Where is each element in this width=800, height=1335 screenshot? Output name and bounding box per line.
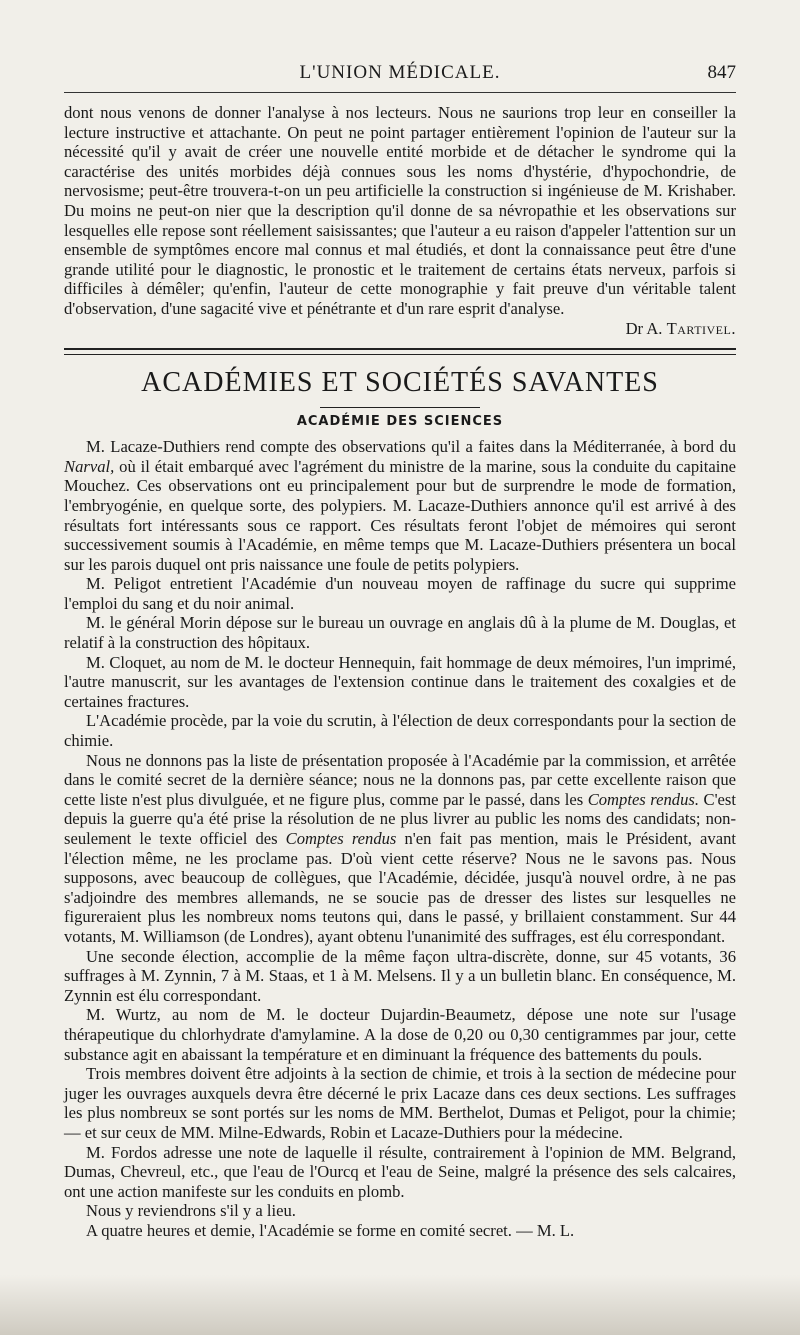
- paragraph-second-election: Une seconde élection, accomplie de la même façon ultra-discrète, donne, sur 45 votants, 36 suffrages à M. Zynnin, 7 à M. Staas, et 1 à M. Melsens. Il y a un bulletin blanc. En conséquence, M. Zynnin est élu correspondant.: [64, 946, 736, 1005]
- paragraph-candidate-list: Nous ne donnons pas la liste de présentation proposée à l'Académie par la commission, et arrêtée dans le comité secret de la dernière séance; nous ne la donnons pas, par cette excellente raison que cette liste n'est plus divulguée, et ne figure plus, comme par le passé, dans les Comptes rendus. C'est depuis la guerre qu'a été prise la résolution de ne plus livrer au public les noms des candidats; non-seulement le texte officiel des Comptes rendus n'en fait pas mention, mais le Président, avant l'élection même, ne les proclame pas. D'où vient cette réserve? Nous ne le savons pas. Nous supposons, avec beaucoup de collègues, que l'Académie, décidée, jusqu'à nouvel ordre, à ne pas s'adjoindre des membres allemands, ne se soucie pas de dresser des listes sur lesquelles ne figureraient plus les nombreux noms teutons qui, dans le passé, y brillaient constamment. Sur 44 votants, M. Williamson (de Londres), ayant obtenu l'unanimité des suffrages, est élu correspondant.: [64, 750, 736, 946]
- paragraph-comite-secret: A quatre heures et demie, l'Académie se forme en comité secret. — M. L.: [86, 1220, 575, 1240]
- subsection-title: ACADÉMIE DES SCIENCES: [296, 414, 504, 430]
- signature-prefix: Dr A.: [625, 318, 663, 338]
- ship-name: Narval,: [64, 456, 115, 476]
- paragraph-election: L'Académie procède, par la voie du scrutin, à l'élection de deux correspondants pour la section de chimie.: [64, 711, 736, 751]
- paragraph-reviendrons: Nous y reviendrons s'il y a lieu.: [86, 1201, 296, 1221]
- paragraph-prix-lacaze: Trois membres doivent être adjoints à la section de chimie, et trois à la section de médecine pour juger les ouvrages auxquels devra être décerné le prix Lacaze dans ces deux sections. Les suffrages les plus nombreux se sont portés sur les noms de MM. Berthelot, Dumas et Peligot, pour la chimie; — et sur ceux de MM. Milne-Edwards, Robin et Lacaze-Duthiers pour la médecine.: [64, 1064, 736, 1142]
- page-bottom-edge: [0, 1275, 800, 1335]
- page-number: 847: [707, 62, 736, 83]
- signature-name: Tartivel.: [666, 318, 736, 338]
- paragraph-peligot: M. Peligot entretient l'Académie d'un nouveau moyen de raffinage du sucre qui supprime l'emploi du sang et du noir animal.: [64, 574, 736, 613]
- running-header: [64, 58, 736, 93]
- paragraph-wurtz: M. Wurtz, au nom de M. le docteur Dujardin-Beaumetz, dépose une note sur l'usage thérapeutique du chlorhydrate d'amylamine. A la dose de 0,20 ou 0,30 centigrammes par jour, cette substance agit en abaissant la température et en diminuant la fréquence des battements du pouls.: [64, 1005, 736, 1064]
- section-title: ACADÉMIES ET SOCIÉTÉS SAVANTES: [141, 367, 659, 399]
- journal-title: L'UNION MÉDICALE.: [299, 62, 501, 83]
- review-signature: [64, 319, 736, 339]
- paragraph-cloquet: M. Cloquet, au nom de M. le docteur Hennequin, fait hommage de deux mémoires, l'un imprimé, l'autre manuscrit, sur les avantages de l'extension continue dans le traitement des coxalgies et de certaines fractures.: [64, 652, 736, 711]
- section-title-rule: [320, 407, 480, 408]
- section-divider: [64, 348, 736, 355]
- academy-report: [64, 437, 736, 1240]
- review-conclusion-paragraph: dont nous venons de donner l'analyse à nos lecteurs. Nous ne saurions trop leur en conseiller la lecture instructive et attachante. On peut ne point partager entièrement l'opinion de l'auteur sur la nécessité qu'il y avait de créer une nouvelle entité morbide et de détacher le syndrome qui la caractérise des unités morbides déjà connues sous les noms d'hystérie, d'hypochondrie, de nervosisme; peut-être trouvera-t-on un peu artificielle la construction si ingénieuse de M. Krishaber. Du moins ne peut-on nier que la description qu'il donne de sa névropathie et les observations sur lesquelles elle repose sont réellement saisissantes; que l'auteur a eu raison d'appeler l'attention sur un ensemble de symptômes encore mal connus et mal étudiés, et dont la connaissance peut être d'une grande utilité pour le diagnostic, le pronostic et le traitement de certains états nerveux, parfois si difficiles à démêler; qu'enfin, l'auteur de cette monographie y fait preuve d'un véritable talent d'observation, d'une sagacité vive et pénétrante et d'un rare esprit d'analyse.: [64, 103, 736, 318]
- paragraph-fordos: M. Fordos adresse une note de laquelle il résulte, contrairement à l'opinion de MM. Belgrand, Dumas, Chevreul, etc., que l'eau de l'Ourcq et l'eau de Seine, malgré la présence des sels calcaires, ont une action manifeste sur les conduits en plomb.: [64, 1142, 736, 1201]
- paragraph-morin: M. le général Morin dépose sur le bureau un ouvrage en anglais dû à la plume de M. Douglas, et relatif à la construction des hôpitaux.: [64, 613, 736, 653]
- paragraph-lacaze-duthiers: M. Lacaze-Duthiers rend compte des observations qu'il a faites dans la Méditerranée, à bord du Narval, où il était embarqué avec l'agrément du ministre de la marine, sous la conduite du capitaine Mouchez. Ces observations ont eu principalement pour but de surprendre le mode de formation, l'embryogénie, en quelque sorte, des polypiers. M. Lacaze-Duthiers annonce qu'il est arrivé à des résultats fort intéressants sous ce rapport. Ces résultats feront l'objet de mémoires qui seront successivement soumis à l'Académie, en même temps que M. Lacaze-Duthiers présentera un bocal sur les parois duquel ont pris naissance une foule de petits polypiers.: [64, 437, 736, 574]
